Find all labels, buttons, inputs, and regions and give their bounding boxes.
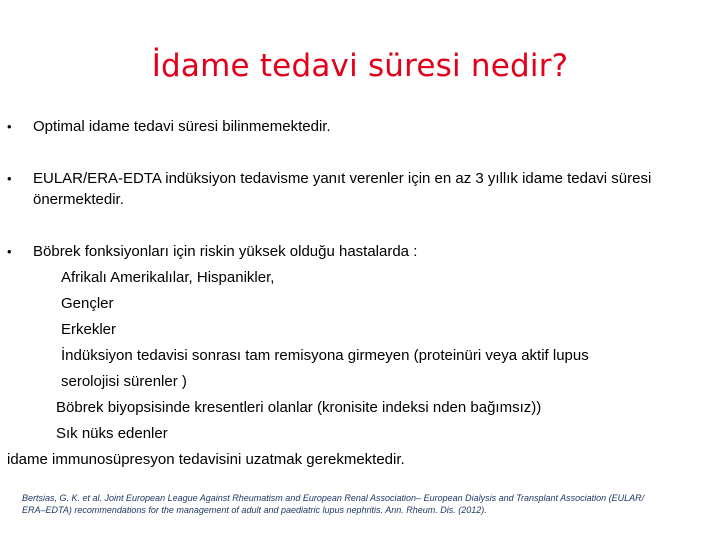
conclusion-text: idame immunosüpresyon tedavisini uzatmak gerekmektedir. [7,451,405,468]
bullet-item [0,242,720,262]
reference-line-1: Bertsias, G. K. et al. Joint European League Against Rheumatism and European Renal Association– European Dialysis and Transplant Association (EULAR/ [22,493,645,503]
risk-group-item: İndüksiyon tedavisi sonrası tam remisyona girmeyen (proteinüri veya aktif lupus [61,347,589,364]
bullet-item [0,117,720,137]
bullet-text: Optimal idame tedavi süresi bilinmemektedir. [33,118,331,135]
risk-group-item: serolojisi sürenler ) [61,373,187,390]
risk-group-item: Afrikalı Amerikalılar, Hispanikler, [61,269,275,286]
bullet-text-line-2: önermektedir. [33,191,124,208]
bullet-marker: • [7,119,12,134]
bullet-text: Böbrek fonksiyonları için riskin yüksek olduğu hastalarda : [33,243,418,260]
bullet-item [0,169,720,209]
risk-group-item: Sık nüks edenler [56,425,168,442]
bullet-text-line-1: EULAR/ERA-EDTA indüksiyon tedavisme yanıt verenler için en az 3 yıllık idame tedavi süresi [33,170,652,187]
reference-line-2: ERA–EDTA) recommendations for the management of adult and paediatric lupus nephritis. Ann. Rheum. Dis. (2012). [22,505,487,515]
bullet-marker: • [7,171,12,186]
bullet-marker: • [7,244,12,259]
risk-group-item: Böbrek biyopsisinde kresentleri olanlar (kronisite indeksi nden bağımsız)) [56,399,542,416]
slide-title: İdame tedavi süresi nedir? [151,48,569,84]
risk-group-item: Erkekler [61,321,117,338]
reference-citation [22,492,712,516]
risk-group-item: Gençler [61,295,114,312]
